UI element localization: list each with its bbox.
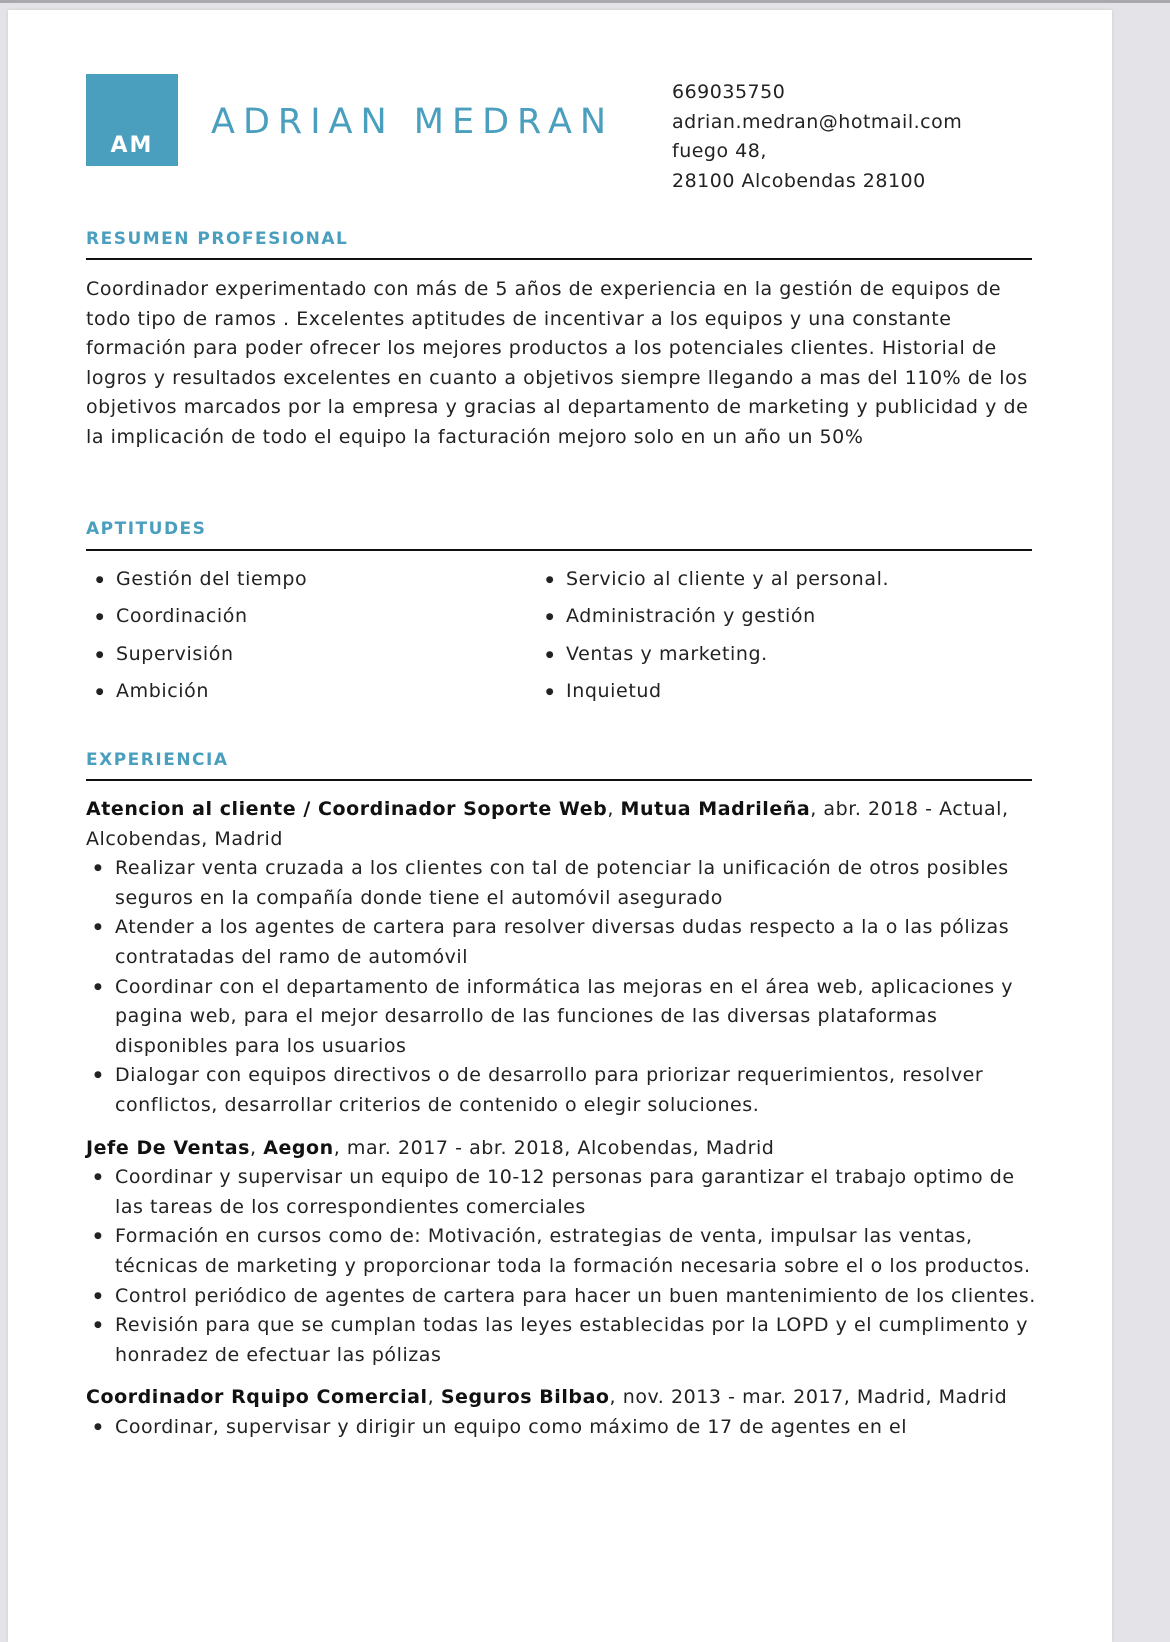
job-bullet: ● Coordinar y supervisar un equipo de 10-12 personas para garantizar el trabajo optimo de las tareas de los correspondientes comerciales: [86, 1163, 1036, 1222]
section-title-skills: APTITUDES: [86, 519, 207, 539]
job-header: Jefe De Ventas, Aegon, mar. 2017 - abr. 2018, Alcobendas, Madrid: [86, 1136, 775, 1159]
job-bullet: ● Dialogar con equipos directivos o de desarrollo para priorizar requerimientos, resolver conflictos, desarrollar criterios de contenido o elegir soluciones.: [86, 1061, 1036, 1120]
section-divider: [86, 258, 1032, 260]
bullet-icon: [86, 567, 116, 595]
section-title-summary: RESUMEN PROFESIONAL: [86, 229, 349, 249]
job-bullet: ● Revisión para que se cumplan todas las leyes establecidas por la LOPD y el cumplimento y honradez de efectuar las pólizas: [86, 1311, 1036, 1370]
job-header: Atencion al cliente / Coordinador Soporte Web, Mutua Madrileña, abr. 2018 - Actual, Alcobendas, Madrid: [86, 798, 1009, 850]
bullet-icon: [86, 679, 116, 707]
bullet-icon: [86, 642, 116, 670]
monogram-initials: AM: [110, 133, 154, 158]
job-details: , abr. 2018 - Actual, Alcobendas, Madrid: [86, 798, 1009, 850]
job-header: Coordinador Rquipo Comercial, Seguros Bilbao, nov. 2013 - mar. 2017, Madrid, Madrid: [86, 1386, 1008, 1409]
skill-item: ●Inquietud: [536, 679, 889, 716]
candidate-name: ADRIAN MEDRAN: [211, 102, 615, 142]
job-bullet: ● Atender a los agentes de cartera para resolver diversas dudas respecto a la o las pólizas contratadas del ramo de automóvil: [86, 913, 1036, 972]
job-bullet: ● Coordinar, supervisar y dirigir un equipo como máximo de 17 de agentes en el: [86, 1413, 1036, 1443]
contact-email: adrian.medran@hotmail.com: [672, 110, 963, 133]
section-title-experience: EXPERIENCIA: [86, 750, 229, 770]
skill-item: ●Servicio al cliente y al personal.: [536, 567, 889, 604]
skill-item: ●Supervisión: [86, 642, 307, 679]
bullet-icon: [536, 679, 566, 707]
skill-item: ●Coordinación: [86, 604, 307, 641]
skills-column-right: [536, 567, 889, 716]
job-entry: [86, 1383, 1036, 1442]
job-company: Mutua Madrileña: [620, 798, 811, 820]
job-bullet: ● Realizar venta cruzada a los clientes con tal de potenciar la unificación de otros posibles seguros en la compañía donde tiene el automóvil asegurado: [86, 854, 1036, 913]
resume-page: [8, 10, 1112, 1642]
contact-address-line1: fuego 48,: [672, 140, 767, 162]
job-company: Seguros Bilbao: [440, 1386, 610, 1409]
bullet-icon: [536, 567, 566, 595]
job-bullet: ● Coordinar con el departamento de informática las mejoras en el área web, aplicaciones y pagina web, para el mejor desarrollo de las funciones de las diversas plataformas disponibles para los usuarios: [86, 973, 1036, 1062]
skill-item: ●Ambición: [86, 679, 307, 716]
job-company: Aegon: [263, 1136, 334, 1159]
skill-item: ●Ventas y marketing.: [536, 642, 889, 679]
job-entry: [86, 795, 1036, 1121]
bullet-icon: [86, 604, 116, 632]
section-divider: [86, 779, 1032, 781]
skill-item: ●Administración y gestión: [536, 604, 889, 641]
contact-block: [672, 78, 962, 196]
section-divider: [86, 549, 1032, 551]
experience-list: [86, 795, 1036, 1455]
bullet-icon: [536, 604, 566, 632]
contact-address-line2: 28100 Alcobendas 28100: [672, 169, 926, 192]
job-role: Atencion al cliente / Coordinador Soporte Web: [86, 798, 608, 820]
job-details: , nov. 2013 - mar. 2017, Madrid, Madrid: [609, 1386, 1008, 1409]
job-bullets: [86, 1413, 1036, 1443]
window-top-edge: [0, 0, 1170, 3]
contact-phone: 669035750: [672, 81, 786, 103]
job-details: , mar. 2017 - abr. 2018, Alcobendas, Madrid: [333, 1136, 775, 1159]
skills-column-left: [86, 567, 307, 716]
skill-item: ●Gestión del tiempo: [86, 567, 307, 604]
summary-text: Coordinador experimentado con más de 5 años de experiencia en la gestión de equipos de todo tipo de ramos . Excelentes aptitudes de incentivar a los equipos y una constante formación para poder ofrecer los mejores productos a los potenciales clientes. Historial de logros y resultados excelentes en cuanto a objetivos siempre llegando a mas del 110% de los objetivos marcados por la empresa y gracias al departamento de marketing y publicidad y de la implicación de todo el equipo la facturación mejoro solo en un año un 50%: [86, 278, 1029, 448]
monogram-badge: [86, 74, 178, 166]
job-bullet: ● Control periódico de agentes de cartera para hacer un buen mantenimiento de los clientes.: [86, 1282, 1036, 1312]
job-role: Coordinador Rquipo Comercial: [86, 1386, 428, 1409]
job-bullets: [86, 854, 1036, 1120]
job-bullet: ● Formación en cursos como de: Motivación, estrategias de venta, impulsar las ventas, técnicas de marketing y proporcionar toda la formación necesaria sobre el o los productos.: [86, 1222, 1036, 1281]
job-bullets: [86, 1163, 1036, 1370]
bullet-icon: [536, 642, 566, 670]
job-role: Jefe De Ventas: [86, 1136, 250, 1159]
job-entry: [86, 1134, 1036, 1371]
